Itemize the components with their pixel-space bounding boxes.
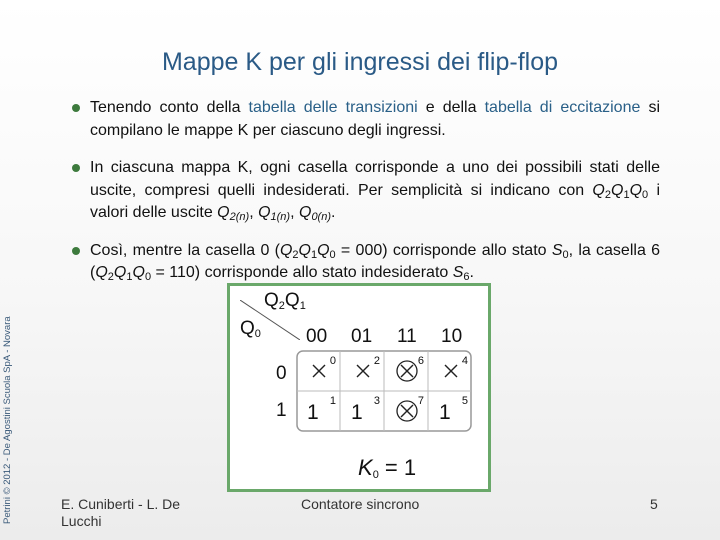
- kmap-cell-1: [300, 394, 340, 428]
- cell-index: 1: [329, 395, 336, 407]
- bullet-dot-icon: [72, 164, 80, 172]
- bullet-list: [68, 97, 660, 300]
- bullet-2: [68, 157, 660, 225]
- dont-care-x-icon: [440, 360, 462, 382]
- kmap-cell-2: [344, 354, 384, 388]
- kmap-cell-7: [388, 394, 428, 428]
- bullet-dot-icon: [72, 104, 80, 112]
- kmap-cell-6: [388, 354, 428, 388]
- bullet-1: [68, 97, 660, 142]
- footer-page-number: 5: [650, 496, 658, 512]
- kmap-cell-3: [344, 394, 384, 428]
- footer-author: E. Cuniberti - L. De Lucchi: [61, 496, 181, 529]
- footer-topic: Contatore sincrono: [301, 496, 420, 512]
- cell-index: 2: [373, 355, 380, 367]
- kmap-column-variable: $Q_2Q_1$: [264, 290, 306, 312]
- karnaugh-map: [227, 283, 491, 492]
- link-tabella-eccitazione: tabella di eccitazione: [484, 99, 641, 116]
- bullet-dot-icon: [72, 247, 80, 255]
- cell-index: 4: [461, 355, 468, 367]
- slide-title: Mappe K per gli ingressi dei flip-flop: [161, 48, 559, 76]
- bullet-2-text: In ciascuna mappa K, ogni casella corrisponde a uno dei possibili stati delle uscite, compresi quelli indesiderati. Per semplicità si indicano con $Q_2Q_1Q_0$ i valori delle uscite $Q_{2(n)}$, $Q_{1(n)}$, $Q_{0(n)}$.: [90, 159, 661, 223]
- kmap-cell-4: [432, 354, 472, 388]
- cell-value: 1: [439, 401, 451, 424]
- cell-index: 3: [373, 395, 380, 407]
- cell-index: 6: [417, 355, 424, 367]
- kmap-col-header: 10: [441, 326, 463, 347]
- kmap-row-header: 0: [276, 363, 287, 384]
- bullet-1-text: Tenendo conto della tabella delle transizioni e della tabella di eccitazione si compilano le mappe K per ciascuno degli ingressi.: [90, 99, 661, 139]
- cell-index: 7: [417, 395, 424, 407]
- kmap-row-variable: $Q_0$: [240, 318, 261, 340]
- kmap-cell-5: [432, 394, 472, 428]
- cell-value: 1: [351, 401, 363, 424]
- dont-care-x-icon: [352, 360, 374, 382]
- circled-x-icon: [396, 400, 418, 422]
- cell-index: 5: [461, 395, 468, 407]
- kmap-cell-0: [300, 354, 340, 388]
- kmap-col-header: 01: [351, 326, 373, 347]
- dont-care-x-icon: [308, 360, 330, 382]
- bullet-3-text: Così, mentre la casella 0 $(Q_2Q_1Q_0 = 000)$ corrisponde allo stato $S_0$, la casella 6 $(Q_2Q_1Q_0 = 110)$ corrisponde allo stato indesiderato $S_6$.: [90, 241, 660, 283]
- kmap-row-header: 1: [276, 400, 287, 421]
- copyright-sidebar: Petrini © 2012 - De Agostini Scuola SpA - Novara: [2, 316, 13, 524]
- cell-index: 0: [329, 355, 336, 367]
- link-tabella-transizioni: tabella delle transizioni: [248, 99, 418, 116]
- bullet-3: [68, 240, 660, 285]
- cell-value: 1: [307, 401, 319, 424]
- kmap-equation: $K_0 = 1$: [358, 455, 417, 481]
- circled-x-icon: [396, 360, 418, 382]
- kmap-col-header: 11: [397, 326, 417, 347]
- kmap-col-header: 00: [306, 326, 328, 347]
